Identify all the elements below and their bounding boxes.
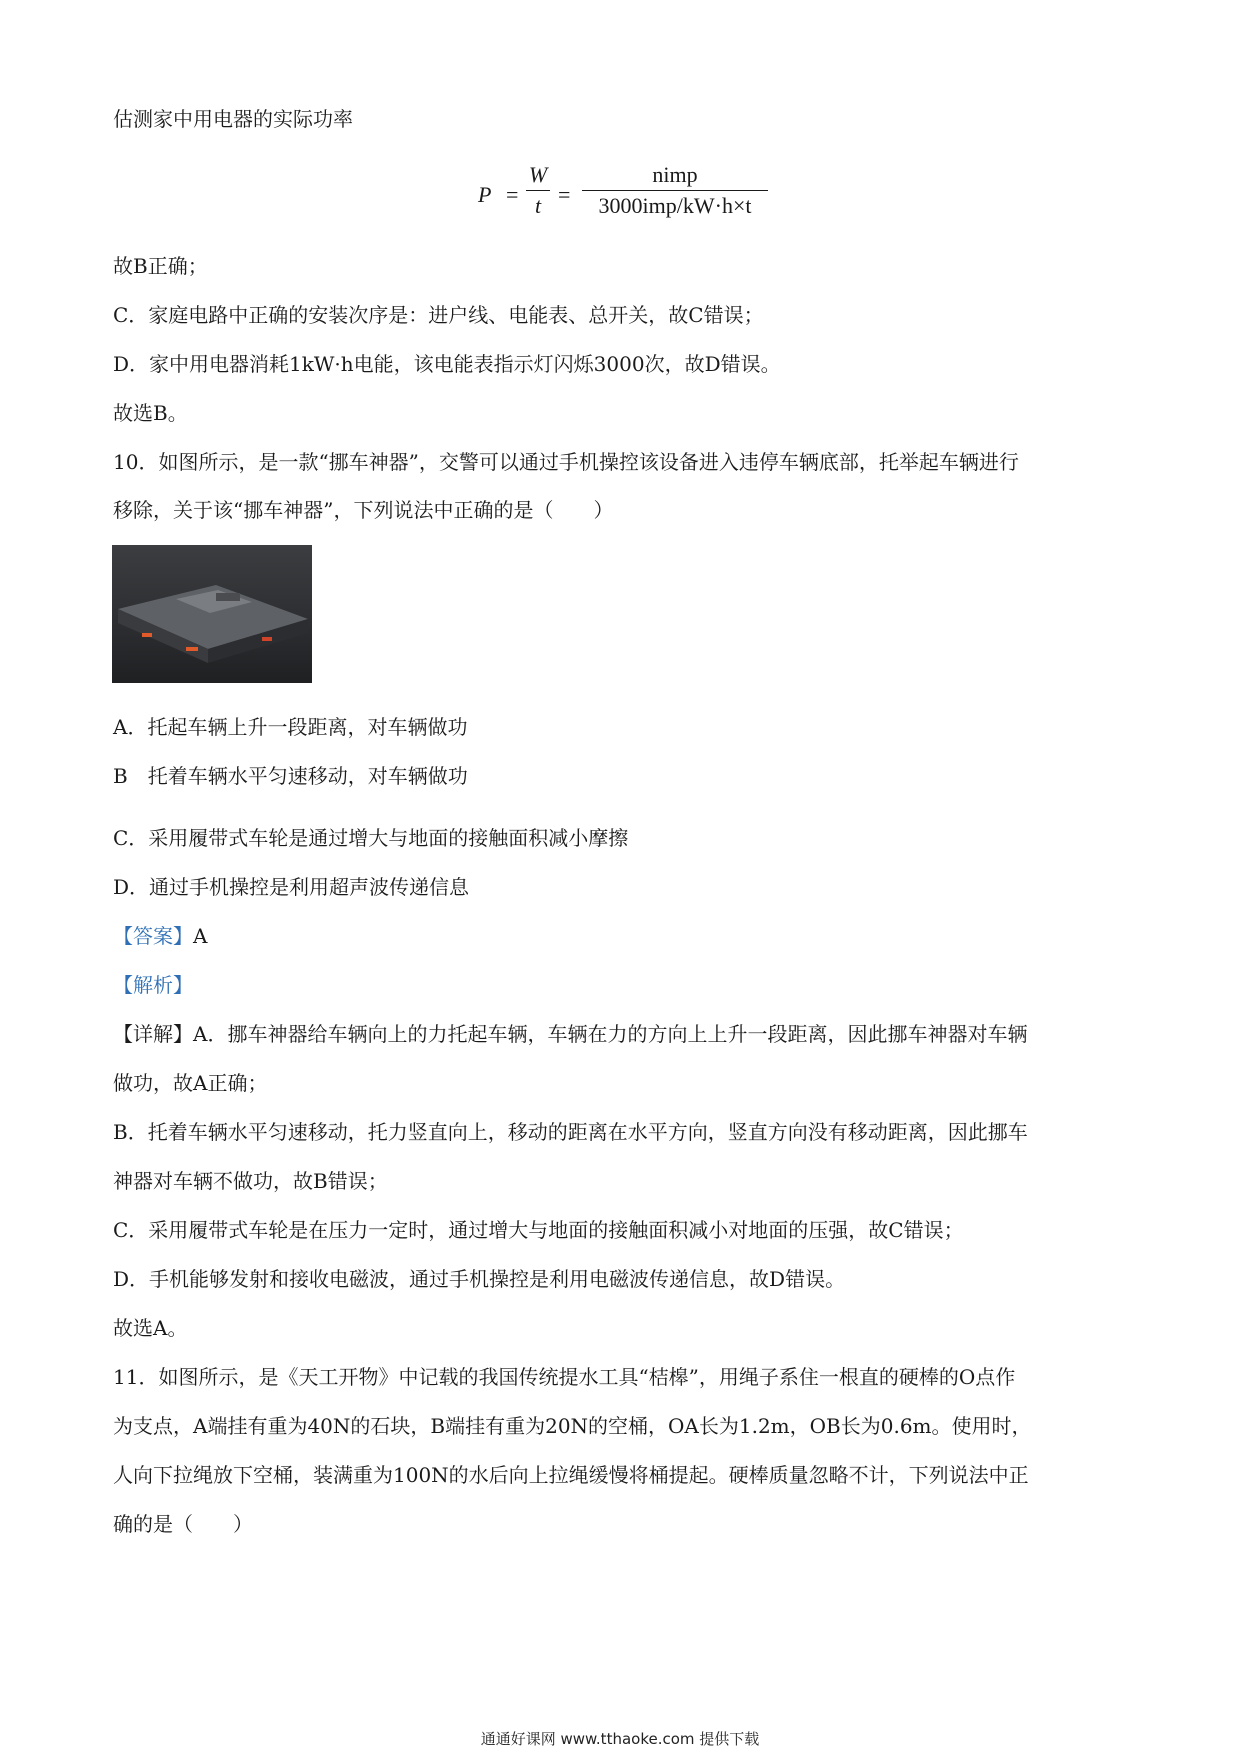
detail-text: D．手机能够发射和接收电磁波，通过手机操控是利用电磁波传递信息，故D错误。 — [113, 1267, 846, 1291]
detail-text: 故选A。 — [113, 1316, 188, 1340]
detail-text: 做功，故A正确； — [113, 1071, 268, 1095]
formula-equals: = — [558, 182, 571, 207]
page-footer: 通通好课网 www.tthaoke.com 提供下载 — [480, 1730, 760, 1748]
question-text: 确的是（ ） — [113, 1512, 253, 1536]
question-text: 11．如图所示，是《天工开物》中记载的我国传统提水工具“桔槔”，用绳子系住一根直的硬棒的O点作 — [113, 1365, 1016, 1389]
formula-equals: = — [506, 182, 519, 207]
analysis-tag: 【解析】 — [113, 973, 193, 997]
formula-numerator: nimp — [652, 162, 698, 187]
text-line: C．家庭电路中正确的安装次序是：进户线、电能表、总开关，故C错误； — [113, 303, 764, 327]
formula-numerator: W — [528, 162, 548, 187]
option-b: B 托着车辆水平匀速移动，对车辆做功 — [113, 764, 468, 788]
car-mover-photo — [112, 545, 312, 683]
analysis-line — [113, 971, 193, 999]
answer-tag: 【答案】 — [113, 924, 193, 948]
question-text: 为支点，A端挂有重为40N的石块，B端挂有重为20N的空桶，OA长为1.2m，OB长为0.6m。使用时， — [113, 1414, 1032, 1438]
answer-line — [113, 922, 207, 950]
power-formula — [478, 160, 778, 230]
question-text: 人向下拉绳放下空桶，装满重为100N的水后向上拉绳缓慢将桶提起。硬棒质量忽略不计，下列说法中正 — [113, 1463, 1029, 1487]
detail-text: B．托着车辆水平匀速移动，托力竖直向上，移动的距离在水平方向，竖直方向没有移动距离，因此挪车 — [113, 1120, 1028, 1144]
text-line: 故B正确； — [113, 254, 208, 278]
formula-symbol: P — [478, 182, 492, 207]
option-d: D．通过手机操控是利用超声波传递信息 — [113, 875, 470, 899]
formula-denominator: 3000imp/kW·h×t — [598, 193, 752, 218]
formula-denominator: t — [534, 193, 542, 218]
text-line: 故选B。 — [113, 401, 188, 425]
text-line: 估测家中用电器的实际功率 — [113, 107, 353, 131]
detail-text: 【详解】A．挪车神器给车辆向上的力托起车辆，车辆在力的方向上上升一段距离，因此挪车神器对车辆 — [113, 1022, 1028, 1046]
question-text: 10．如图所示，是一款“挪车神器”，交警可以通过手机操控该设备进入违停车辆底部，托举起车辆进行 — [113, 450, 1019, 474]
option-a: A．托起车辆上升一段距离，对车辆做功 — [113, 715, 468, 739]
detail-text: 神器对车辆不做功，故B错误； — [113, 1169, 388, 1193]
formula-fraction — [582, 160, 768, 221]
question-text: 移除，关于该“挪车神器”，下列说法中正确的是（ ） — [113, 498, 614, 522]
formula-fraction — [526, 160, 550, 221]
option-c: C．采用履带式车轮是通过增大与地面的接触面积减小摩擦 — [113, 826, 629, 850]
answer-value: A — [193, 924, 208, 948]
text-line: D．家中用电器消耗1kW·h电能，该电能表指示灯闪烁3000次，故D错误。 — [113, 352, 781, 376]
detail-text: C．采用履带式车轮是在压力一定时，通过增大与地面的接触面积减小对地面的压强，故C错误； — [113, 1218, 964, 1242]
